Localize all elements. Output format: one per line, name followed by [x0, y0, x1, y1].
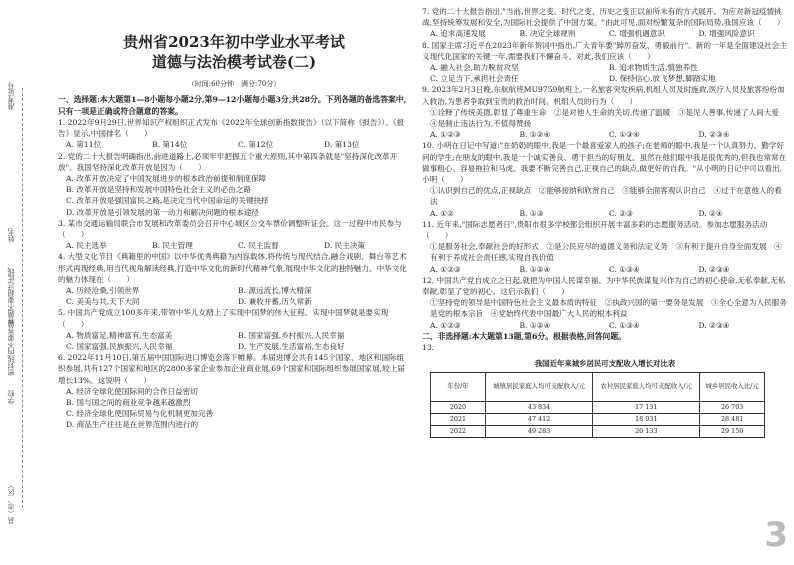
table-header: 农村居民家庭人均可支配收入/元	[593, 372, 700, 401]
table-caption: 我国近年来城乡居民可支配收入增长对比表	[534, 358, 676, 368]
section-2-instructions: 二、非选择题:本大题第13题,第6分。根据表格,回答问题。	[422, 331, 626, 341]
table-row: 2020 43 834 17 131 26 703	[431, 401, 765, 413]
page-badge: 3	[764, 515, 788, 555]
table-header: 城镇居民家庭人均可支配收入/元	[486, 372, 593, 401]
binding-gutter	[0, 0, 52, 565]
seal-line	[22, 88, 23, 508]
table-header: 年份/年	[431, 372, 486, 401]
table-row: 2021 47 412 18 931 28 481	[431, 413, 765, 425]
left-column	[58, 0, 410, 431]
right-column	[422, 6, 788, 438]
question-3: 3. 某市交通运输局联合市发展和改革委员会召开中心城区公交车票价调整听证会。这一过程中市民参与（ ） A. 民主选举 B. 民主管理 C. 民主监督 D. 民主决策	[58, 218, 410, 252]
question-9: 9. 2023年2月3日晚,东航航班MU9759航班上,一名旅客突发疾病,机组人员及时施救,医疗人员及旅客纷纷加入救治,为患者争取到宝贵的救治时间。机组人员的行为（ ） ①诠释了传统美德,彰显了尊重生命 ②是对他人生命的关切,传递了温暖 ③是见人善事,传递了人间大爱 ④是制止违法行为,不值得赞扬 A. ①②③ B. ①②④ C. ①③④ D. ②③④	[422, 85, 787, 140]
options: A. 第11位 B. 第14位 C. 第12位 D. 第13位	[66, 140, 360, 150]
gutter-label-exam-number: 准考证号	[7, 82, 15, 110]
question-8: 8. 国家主席习近平在2023年新年贺词中指出,广大青年要"踔厉奋发、勇毅前行"。新的一年是全面建设社会主义现代化国家的关键一年,需要我们不懈奋斗。对此,我们应该（ ） A. 融入社会,助力脱贫攻坚 B. 追求物质生活,慎独养性 C. 立足当下,承担社会责任 D. 保持信心,放飞梦想,脚踏实地	[422, 40, 787, 84]
gutter-label-school: 学校	[7, 390, 15, 404]
options: A. 民主选举 B. 民主管理 C. 民主监督 D. 民主决策	[66, 241, 366, 251]
table-header: 城乡居民收入比/元	[700, 372, 765, 401]
question-12: 12. 中国共产党自成立之日起,就把为中国人民谋幸福、为中华民族谋复兴作为自己的初心使命,无私奉献,无私奉献,彰显了党的初心。这启示我们（ ） ①坚持党的领导是中国特色社会主义最本质的特征 ②执政兴国的第一要务是发展 ③全心全意为人民服务是党的根本宗旨 ④党始终代表中国最广大人民的根本利益 A. ①②③ B. ①②④ C. ①③④ D. ②③④	[422, 275, 787, 330]
gutter-label-seal: 密封线内不要答题	[7, 320, 15, 376]
section-1-instructions: 一、选择题:本大题第1—8小题每小题2分,第9—12小题每小题3分,共28分。下列各题的备选答案中,只有一项是正确或符合题意的答案。	[58, 95, 407, 116]
question-5: 5. 中国共产党成立100多年来,带领中华儿女踏上了实现中国梦的伟大征程。实现中国梦就是要实现（ ） A. 物质富足,精神富有,生态富美 B. 国家富强,乡村振兴,人民幸福 C. 国家富强,民族振兴,人民幸福 D. 生产发展,生活富裕,生态良好	[58, 308, 389, 352]
exam-time-score: （时间:60分钟 满分:70分）	[187, 80, 281, 88]
gutter-label-name: 姓名	[7, 228, 15, 242]
question-13-label: 13.	[422, 343, 435, 353]
question-10: 10. 小明在日记中写道:"在奶奶的眼中,我是一个最喜爱家人的孩子;在老师的眼中,我是一个认真努力、勤学好问的学生;在朋友的眼中,我是一个诚实善良、勇于担当的好朋友。虽然在他们眼中我是很优秀的,但我也常常在做事粗心、容易拖拉和马虎。我要不断完善自己,正视自己的缺点,做更好的自我。"从小明的日记中可以看出,小明（ ） ①认识到自己的优点,正视缺点 ②能够接纳和欣赏自己 ③能够全面客观认识自己 ④过于在意他人的看法 A. ①② B. ①③ C. ②③ D. ②④	[422, 141, 787, 218]
table-row: 2022 49 283 20 133 29 150	[431, 425, 765, 437]
question-6: 6. 2022年11月10日,第五届中国国际进口博览会落下帷幕。本届进博会共有145个国家、地区和国际组织参展,共有127个国家和地区的2800多家企业参加企业商业展,69个国家和国际组织参展国家展,较上届增长13%。这说明（ ） A. 经济全球化使国际间的合作日益密切 B. 国与国之间的商业竞争越来越激烈 C. 经济全球化使国际贸易与化机制更加完善 D. 商品生产往往是在世界范围内进行的	[58, 353, 405, 430]
question-7: 7. 党的二十大报告指出,"当前,世界之变、时代之变、历史之变正以前所未有的方式展开。为应对新冠疫情挑战,坚持统筹发展和安全,为国际社会提供了中国方案。"由此可见,面对纷繁复杂的国际局势,我国应该（ ） A. 追求高速发展 B. 决定全球规则 C. 增强机遇意识 D. 增强风险意识	[422, 7, 785, 39]
gutter-label-county: 县（市、区）	[7, 482, 15, 524]
exam-title: 贵州省2023年初中学业水平考试	[123, 33, 345, 51]
question-2: 2. 党的二十大报告明确指出,前进道路上,必须牢牢把握五个重大原则,其中第四条就是"坚持深化改革开放"。我国坚持深化改革开放是因为（ ） A. 改革开放决定了中国发展进步的根本政治前提和制度保障 B. 改革开放是坚持和发展中国特色社会主义的必由之路 C. 改革开放是强国富民之路,是决定当代中国命运的关键抉择 D. 改革开放是引领发展的第一动力和解决问题的根本途径	[58, 151, 398, 217]
table-header-row	[431, 372, 765, 401]
exam-subtitle: 道德与法治模考试卷(二)	[151, 53, 317, 71]
gutter-label-warning: 答题不要超过此线	[7, 268, 15, 324]
question-11: 11. 近年来,"国际志愿者日",贵阳市很多学校都会组织开展丰富多彩的志愿服务活动。参加志愿服务活动（ ） ①是服务社会,奉献社会的好形式 ②是公民应尽的道德义务和法定义务 ③有利于提升自身全面发展 ④有利于养成社会责任感,实现自我价值 A. ①②③ B. ①②④ C. ①③④ D. ②③④	[422, 219, 782, 274]
question-1: 1. 2022年9月29日,世界知识产权组织正式发布《2022年全球创新指数报告》（以下简称《报告》）。《报告》显示,中国排名（ ） A. 第11位 B. 第14位 C. 第12位 D. 第13位	[58, 117, 410, 151]
income-table	[430, 372, 765, 438]
question-4: 4. 大型文化节目《典籍里的中国》以中华优秀典籍为内容载体,将传统与现代结合,融合戏剧、舞台等艺术形式再现经典,用当代视角解读经典,打造中华文化的新时代精神气象,展现中华文化的独特魅力。中华文化的魅力体现在（ ） A. 历经沧桑,引领世界 B. 源远流长,博大精深 C. 美美与共,天下大同 D. 兼收并蓄,历久常新	[58, 252, 407, 307]
question-13	[422, 342, 788, 437]
